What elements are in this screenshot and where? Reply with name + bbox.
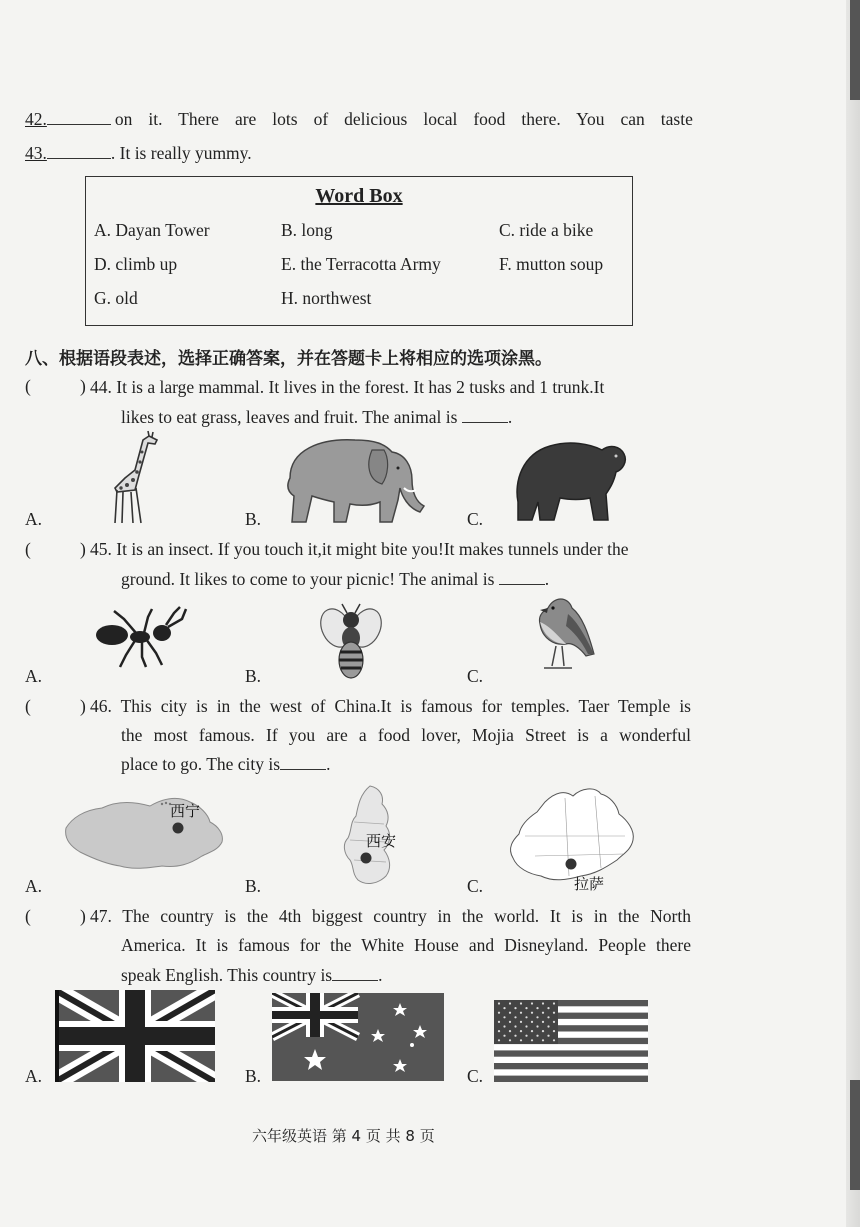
question-text: 47. The country is the 4th biggest country in the world. It is in the North	[90, 906, 691, 926]
ant-icon	[92, 605, 188, 669]
question-text: . It is really yummy.	[110, 143, 252, 163]
question-line: 45. It is an insect. If you touch it,it might bite you!It makes tunnels under the	[90, 539, 629, 559]
option-label-b[interactable]: B.	[245, 876, 262, 896]
answer-paren-open: (	[25, 376, 31, 396]
question-text: .	[378, 965, 383, 985]
question-line	[121, 753, 330, 774]
province-map-a	[62, 792, 232, 872]
map-label-xining: 西宁	[170, 802, 201, 820]
question-number: 42.	[25, 109, 47, 129]
page-edge	[846, 0, 860, 1227]
word-box-item: H. northwest	[281, 288, 372, 308]
map-label-xian: 西安	[366, 832, 397, 850]
option-label-a[interactable]: A.	[25, 876, 43, 896]
question-line	[90, 906, 691, 926]
answer-paren-close[interactable]: )	[80, 376, 86, 396]
word-box-item: C. ride a bike	[499, 220, 594, 240]
answer-paren-open: (	[25, 696, 31, 716]
word-box	[85, 176, 633, 326]
question-text: ground. It likes to come to your picnic! The animal is	[121, 569, 495, 589]
option-label-a[interactable]: A.	[25, 509, 43, 529]
uk-flag-icon	[55, 990, 215, 1082]
word-box-item: D. climb up	[94, 254, 178, 274]
fill-line-42	[25, 108, 691, 129]
option-label-c[interactable]: C.	[467, 666, 484, 686]
question-line	[121, 964, 383, 985]
question-number: 43.	[25, 143, 47, 163]
option-label-b[interactable]: B.	[245, 509, 262, 529]
question-text: .	[326, 754, 331, 774]
option-label-c[interactable]: C.	[467, 876, 484, 896]
answer-blank[interactable]	[47, 108, 111, 125]
answer-paren-open: (	[25, 906, 31, 926]
province-map-c	[505, 784, 640, 884]
question-line	[121, 568, 549, 589]
word-box-item: F. mutton soup	[499, 254, 604, 274]
page-edge-tab	[850, 1080, 860, 1190]
bird-icon	[528, 592, 598, 678]
question-line	[121, 406, 512, 427]
word-box-item: A. Dayan Tower	[94, 220, 210, 240]
question-text: 46. This city is in the west of China.It is famous for temples. Taer Temple is	[90, 696, 691, 716]
answer-paren-close[interactable]: )	[80, 539, 86, 559]
bear-icon	[510, 432, 628, 524]
question-line: 44. It is a large mammal. It lives in the forest. It has 2 tusks and 1 trunk.It	[90, 377, 605, 397]
answer-paren-open: (	[25, 539, 31, 559]
page-footer: 六年级英语 第 4 页 共 8 页	[252, 1127, 435, 1145]
answer-blank[interactable]	[499, 568, 545, 585]
question-line	[90, 696, 691, 716]
word-box-item: E. the Terracotta Army	[281, 254, 441, 274]
answer-blank[interactable]	[47, 142, 111, 159]
question-text: place to go. The city is	[121, 754, 281, 774]
elephant-icon	[280, 430, 430, 526]
question-text: .	[507, 407, 513, 427]
question-text: likes to eat grass, leaves and fruit. The animal is	[121, 407, 458, 427]
answer-blank[interactable]	[332, 964, 378, 981]
answer-paren-close[interactable]: )	[80, 906, 86, 926]
question-text: America. It is famous for the White House and Disneyland. People there	[121, 935, 691, 955]
section-title: 八、根据语段表述，选择正确答案，并在答题卡上将相应的选项涂黑。	[25, 349, 552, 369]
bee-icon	[318, 602, 384, 682]
option-label-c[interactable]: C.	[467, 509, 484, 529]
option-label-a[interactable]: A.	[25, 1066, 43, 1086]
page-edge-tab	[850, 0, 860, 100]
australia-flag-icon	[272, 993, 444, 1081]
question-text: on it. There are lots of delicious local food there. You can taste	[114, 109, 693, 129]
question-text: the most famous. If you are a food lover, Mojia Street is a wonderful	[121, 725, 691, 745]
fill-line-43	[25, 142, 252, 163]
question-text: .	[544, 569, 550, 589]
question-text: speak English. This country is	[121, 965, 333, 985]
option-label-c[interactable]: C.	[467, 1066, 484, 1086]
answer-paren-close[interactable]: )	[80, 696, 86, 716]
question-line	[121, 935, 691, 955]
usa-flag-icon	[494, 1000, 648, 1082]
map-label-lhasa: 拉萨	[574, 875, 605, 893]
option-label-a[interactable]: A.	[25, 666, 43, 686]
question-line	[121, 725, 691, 745]
word-box-title: Word Box	[315, 185, 403, 207]
word-box-item: G. old	[94, 288, 138, 308]
option-label-b[interactable]: B.	[245, 666, 262, 686]
word-box-item: B. long	[281, 220, 333, 240]
option-label-b[interactable]: B.	[245, 1066, 262, 1086]
answer-blank[interactable]	[280, 753, 326, 770]
answer-blank[interactable]	[462, 406, 508, 423]
giraffe-icon	[105, 430, 165, 525]
